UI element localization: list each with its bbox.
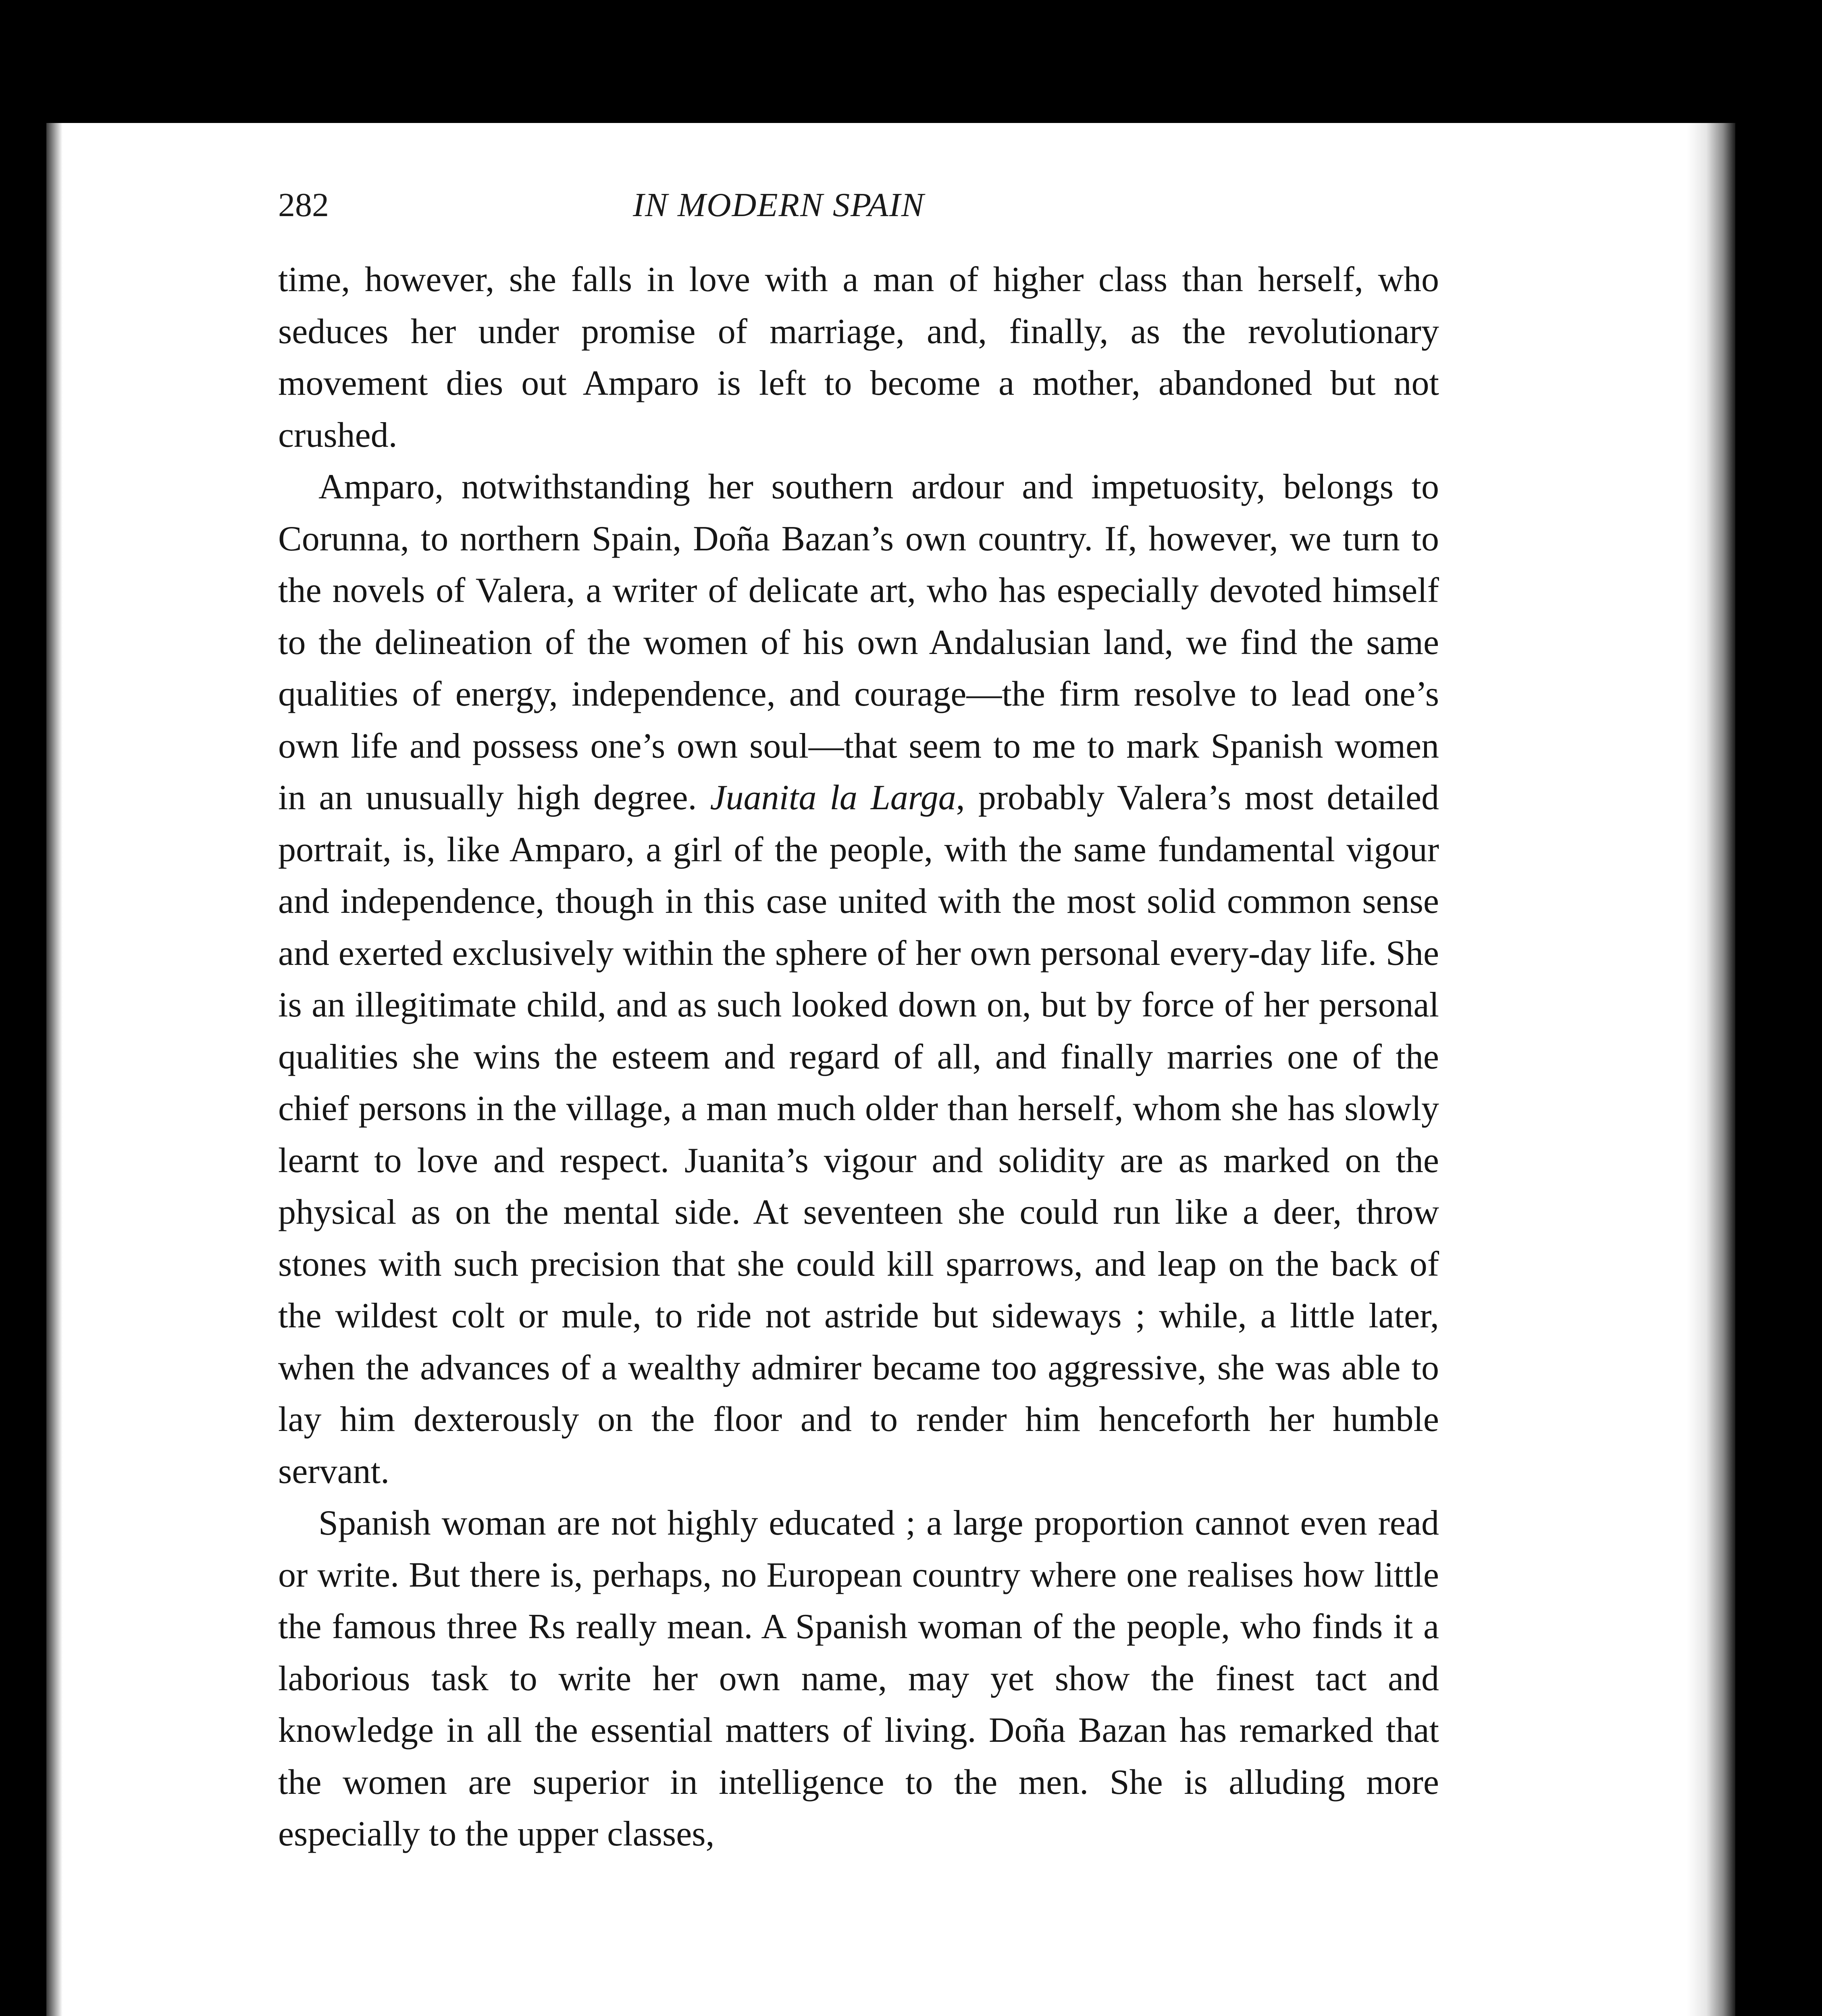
paragraph-2 (278, 461, 1439, 1497)
running-header (278, 185, 1092, 238)
body-text (278, 254, 1439, 1860)
paragraph-3-text: Spanish woman are not highly educated ; a large proportion cannot even read or write. But there is, perhaps, no European country where one realises how little the famous three Rs really mean. A Spanish woman of the people, who finds it a laborious task to write her own name, may yet show the finest tact and knowledge in all the essential matters of living. Doña Bazan has remarked that the women are superior in intelligence to the men. She is alluding more especially to the upper classes, (278, 1504, 1439, 1854)
paragraph-2-text-b: , probably Valera’s most detailed portrait, is, like Amparo, a girl of the people, with the same fundamental vigour and independence, though in this case united with the most solid common sense and exerted exclusively within the sphere of her own personal every-day life. She is an illegitimate child, and as such looked down on, but by force of her personal qualities she wins the esteem and regard of all, and finally marries one of the chief persons in the village, a man much older than herself, whom she has slowly learnt to love and respect. Juanita’s vigour and solidity are as marked on the physical as on the mental side. At seventeen she could run like a deer, throw stones with such precision that she could kill sparrows, and leap on the back of the wildest colt or mule, to ride not astride but sideways ; while, a little later, when the advances of a wealthy admirer became too aggressive, she was able to lay him dexterously on the floor and to render him henceforth her humble servant. (278, 778, 1439, 1491)
page-right-edge (1687, 123, 1735, 2016)
paragraph-1-text: time, however, she falls in love with a man of higher class than herself, who seduces her under promise of marriage, and, finally, as the revolutionary movement dies out Amparo is left to become a mother, abandoned but not crushed. (278, 260, 1439, 455)
paragraph-1 (278, 254, 1439, 461)
paragraph-3 (278, 1497, 1439, 1860)
running-title: IN MODERN SPAIN (633, 186, 925, 224)
page-binding-shadow (46, 123, 62, 2016)
paragraph-2-text-a: Amparo, notwithstanding her southern ardour and impetuosity, belongs to Corunna, to northern Spain, Doña Bazan’s own country. If, however, we turn to the novels of Valera, a writer of delicate art, who has especially devoted himself to the delineation of the women of his own Andalusian land, we find the same qualities of energy, independence, and courage—the firm resolve to lead one’s own life and possess one’s own soul—that seem to me to mark Spanish women in an unusually high degree. (278, 467, 1439, 817)
book-title-juanita-la-larga: Juanita la Larga (710, 778, 956, 817)
page-number: 282 (278, 186, 329, 224)
